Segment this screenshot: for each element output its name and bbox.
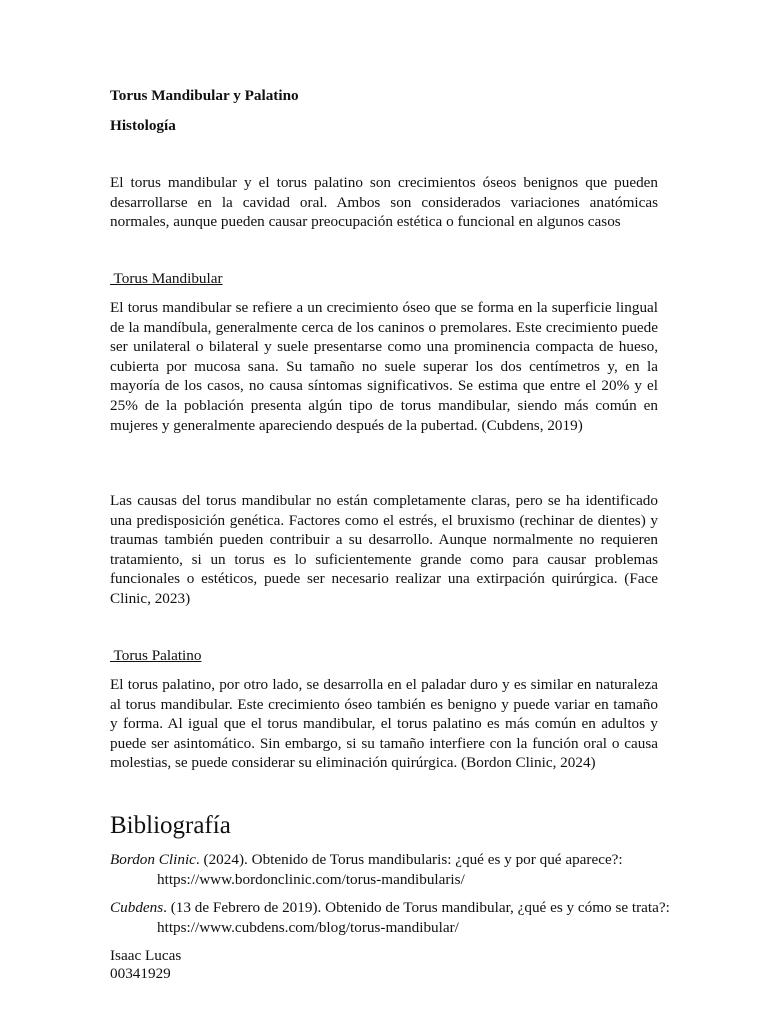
torus-palatino-paragraph-1: El torus palatino, por otro lado, se desarrolla en el paladar duro y es similar en naturaleza al torus mandibular. Este crecimiento óseo también es benigno y puede variar en tamaño y forma. Al igual que el torus mandibular, el torus palatino es más común en adultos y puede ser asintomático. Sin embargo, si su tamaño interfiere con la función oral o causa molestias, se puede considerar su eliminación quirúrgica. (Bordon Clinic, 2024): [110, 676, 658, 772]
section-heading-torus-mandibular: Torus Mandibular: [110, 270, 223, 287]
document-title: Torus Mandibular y Palatino: [110, 87, 299, 104]
bibliography-title: Bibliografía: [110, 812, 231, 839]
bibliography-reference: [110, 850, 705, 889]
section-heading-torus-palatino: Torus Palatino: [110, 647, 202, 664]
footer-author: Isaac Lucas: [110, 947, 182, 964]
intro-paragraph: El torus mandibular y el torus palatino son crecimientos óseos benignos que pueden desarrollarse en la cavidad oral. Ambos son considerados variaciones anatómicas normales, aunque pueden causar preocupación estética o funcional en algunos casos: [110, 174, 658, 231]
bibliography-reference: [110, 898, 705, 937]
footer-student-id: 00341929: [110, 965, 171, 982]
torus-mandibular-paragraph-2: Las causas del torus mandibular no están completamente claras, pero se ha identificado una predisposición genética. Factores como el estrés, el bruxismo (rechinar de dientes) y traumas también pueden contribuir a su desarrollo. Aunque normalmente no requieren tratamiento, si un torus es lo suficientemente grande como para causar problemas funcionales o estéticos, puede ser necesario realizar una extirpación quirúrgica. (Face Clinic, 2023): [110, 492, 658, 607]
reference-source: Bordon Clinic: [110, 851, 196, 868]
document-subtitle: Histología: [110, 117, 176, 134]
reference-text: . (2024). Obtenido de Torus mandibularis: ¿qué es y por qué aparece?: https://www.bordonclinic.com/torus-mandibularis/: [157, 851, 623, 888]
reference-text: . (13 de Febrero de 2019). Obtenido de Torus mandibular, ¿qué es y cómo se trata?: https://www.cubdens.com/blog/torus-mandibular/: [157, 899, 670, 936]
reference-source: Cubdens: [110, 899, 164, 916]
torus-mandibular-paragraph-1: El torus mandibular se refiere a un crecimiento óseo que se forma en la superficie lingual de la mandíbula, generalmente cerca de los caninos o premolares. Este crecimiento puede ser unilateral o bilateral y suele presentarse como una prominencia compacta de hueso, cubierta por mucosa sana. Su tamaño no suele superar los dos centímetros y, en la mayoría de los casos, no causa síntomas significativos. Se estima que entre el 20% y el 25% de la población presenta algún tipo de torus mandibular, siendo más común en mujeres y generalmente apareciendo después de la pubertad. (Cubdens, 2019): [110, 299, 658, 434]
